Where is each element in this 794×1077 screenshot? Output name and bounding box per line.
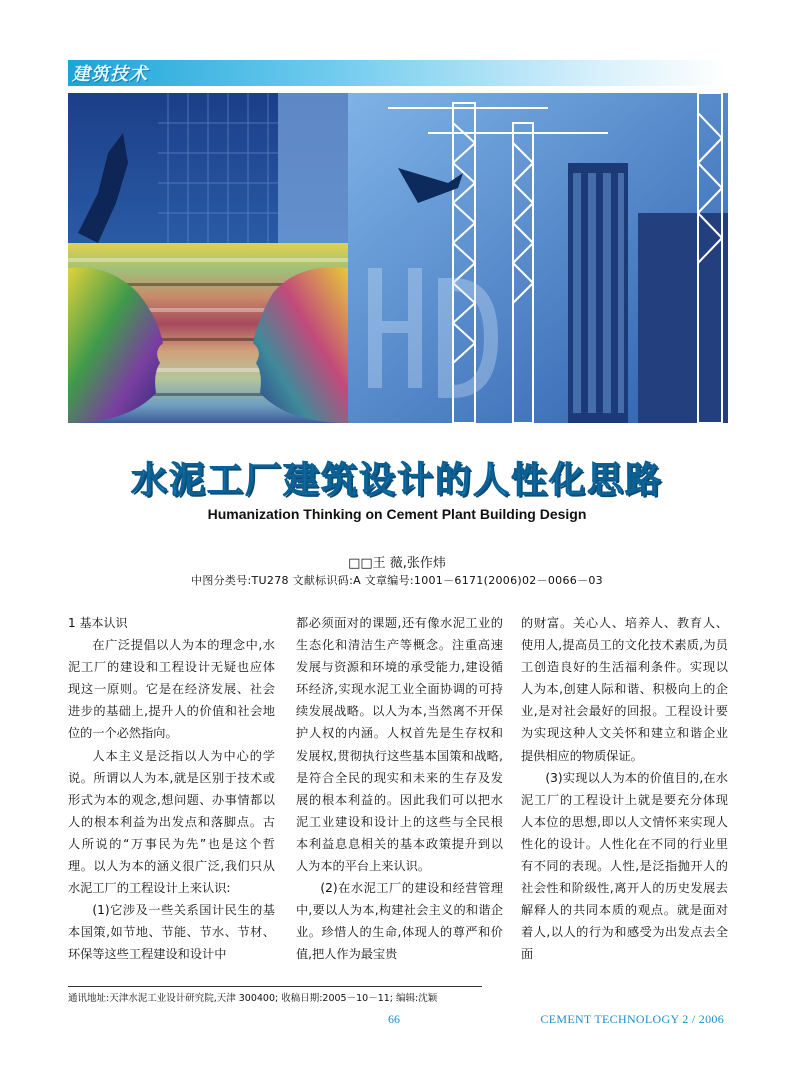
hero-image xyxy=(68,93,728,423)
classification-meta: 中图分类号:TU278 文献标识码:A 文章编号:1001－6171(2006)02－0066－03 xyxy=(191,574,603,587)
paragraph: 的财富。关心人、培养人、教育人、使用人,提高员工的文化技术素质,为员工创造良好的生活福利条件。实现以人为本,创建人际和谐、积极向上的企业,是对社会最好的回报。工程设计要为实现这种人文关怀和建立和谐企业提供相应的物质保证。 xyxy=(521,616,728,763)
body-column-1 xyxy=(68,612,275,966)
paragraph: 都必须面对的课题,还有像水泥工业的生态化和清洁生产等概念。注重高速发展与资源和环境的承受能力,建设循环经济,实现水泥工业全面协调的可持续发展战略。以人为本,当然离不开保护人权的内涵。人权首先是生存权和发展权,贯彻执行这些基本国策和战略,是符合全民的现实和未来的生存及发展的根本利益的。因此我们可以把水泥工业建设和设计上的这些与全民根本利益息息相关的基本政策提升到以人为本的平台上来认识。 xyxy=(296,616,503,874)
article-title-en: Humanization Thinking on Cement Plant Building Design xyxy=(207,506,587,522)
journal-name: CEMENT TECHNOLOGY 2 / 2006 xyxy=(540,1012,724,1026)
section-heading: 1 基本认识 xyxy=(68,616,128,630)
footnote-rule xyxy=(68,986,482,987)
body-column-3 xyxy=(521,612,728,966)
paragraph: 人本主义是泛指以人为中心的学说。所谓以人为本,就是区别于技术或形式为本的观念,想问题、办事情都以人的根本利益为出发点和落脚点。古人所说的“万事民为先”也是这个哲理。以人为本的涵义很广泛,我们只从水泥工厂的工程设计上来认识: xyxy=(68,748,275,896)
paragraph: (1)它涉及一些关系国计民生的基本国策,如节地、节能、节水、节材、环保等这些工程建设和设计中 xyxy=(68,903,275,962)
paragraph: (3)实现以人为本的价值目的,在水泥工厂的工程设计上就是要充分体现人本位的思想,即以人文情怀来实现人性化的设计。人性化在不同的行业里有不同的表现。人性,是泛指抛开人的社会性和阶级性,离开人的历史发展去解释人的共同本质的观点。就是面对着人,以人的行为和感受为出发点去全面 xyxy=(521,770,728,962)
section-label: 建筑技术 xyxy=(72,64,148,85)
body-column-2 xyxy=(296,612,503,966)
paragraph: (2)在水泥工厂的建设和经营管理中,要以人为本,构建社会主义的和谐企业。珍惜人的生命,体现人的尊严和价值,把人作为最宝贵 xyxy=(296,881,503,962)
authors: □□王 薇,张作炜 xyxy=(348,556,446,571)
article-title: 水泥工厂建筑设计的人性化思路 xyxy=(130,460,663,501)
section-banner xyxy=(68,60,726,86)
footnote: 通讯地址:天津水泥工业设计研究院,天津 300400; 收稿日期:2005－10－11; 编辑:沈颖 xyxy=(68,993,438,1004)
paragraph: 在广泛提倡以人为本的理念中,水泥工厂的建设和工程设计无疑也应体现这一原则。它是在经济发展、社会进步的基础上,提升人的价值和社会地位的一个必然指向。 xyxy=(68,638,275,741)
page-number: 66 xyxy=(388,1012,400,1026)
